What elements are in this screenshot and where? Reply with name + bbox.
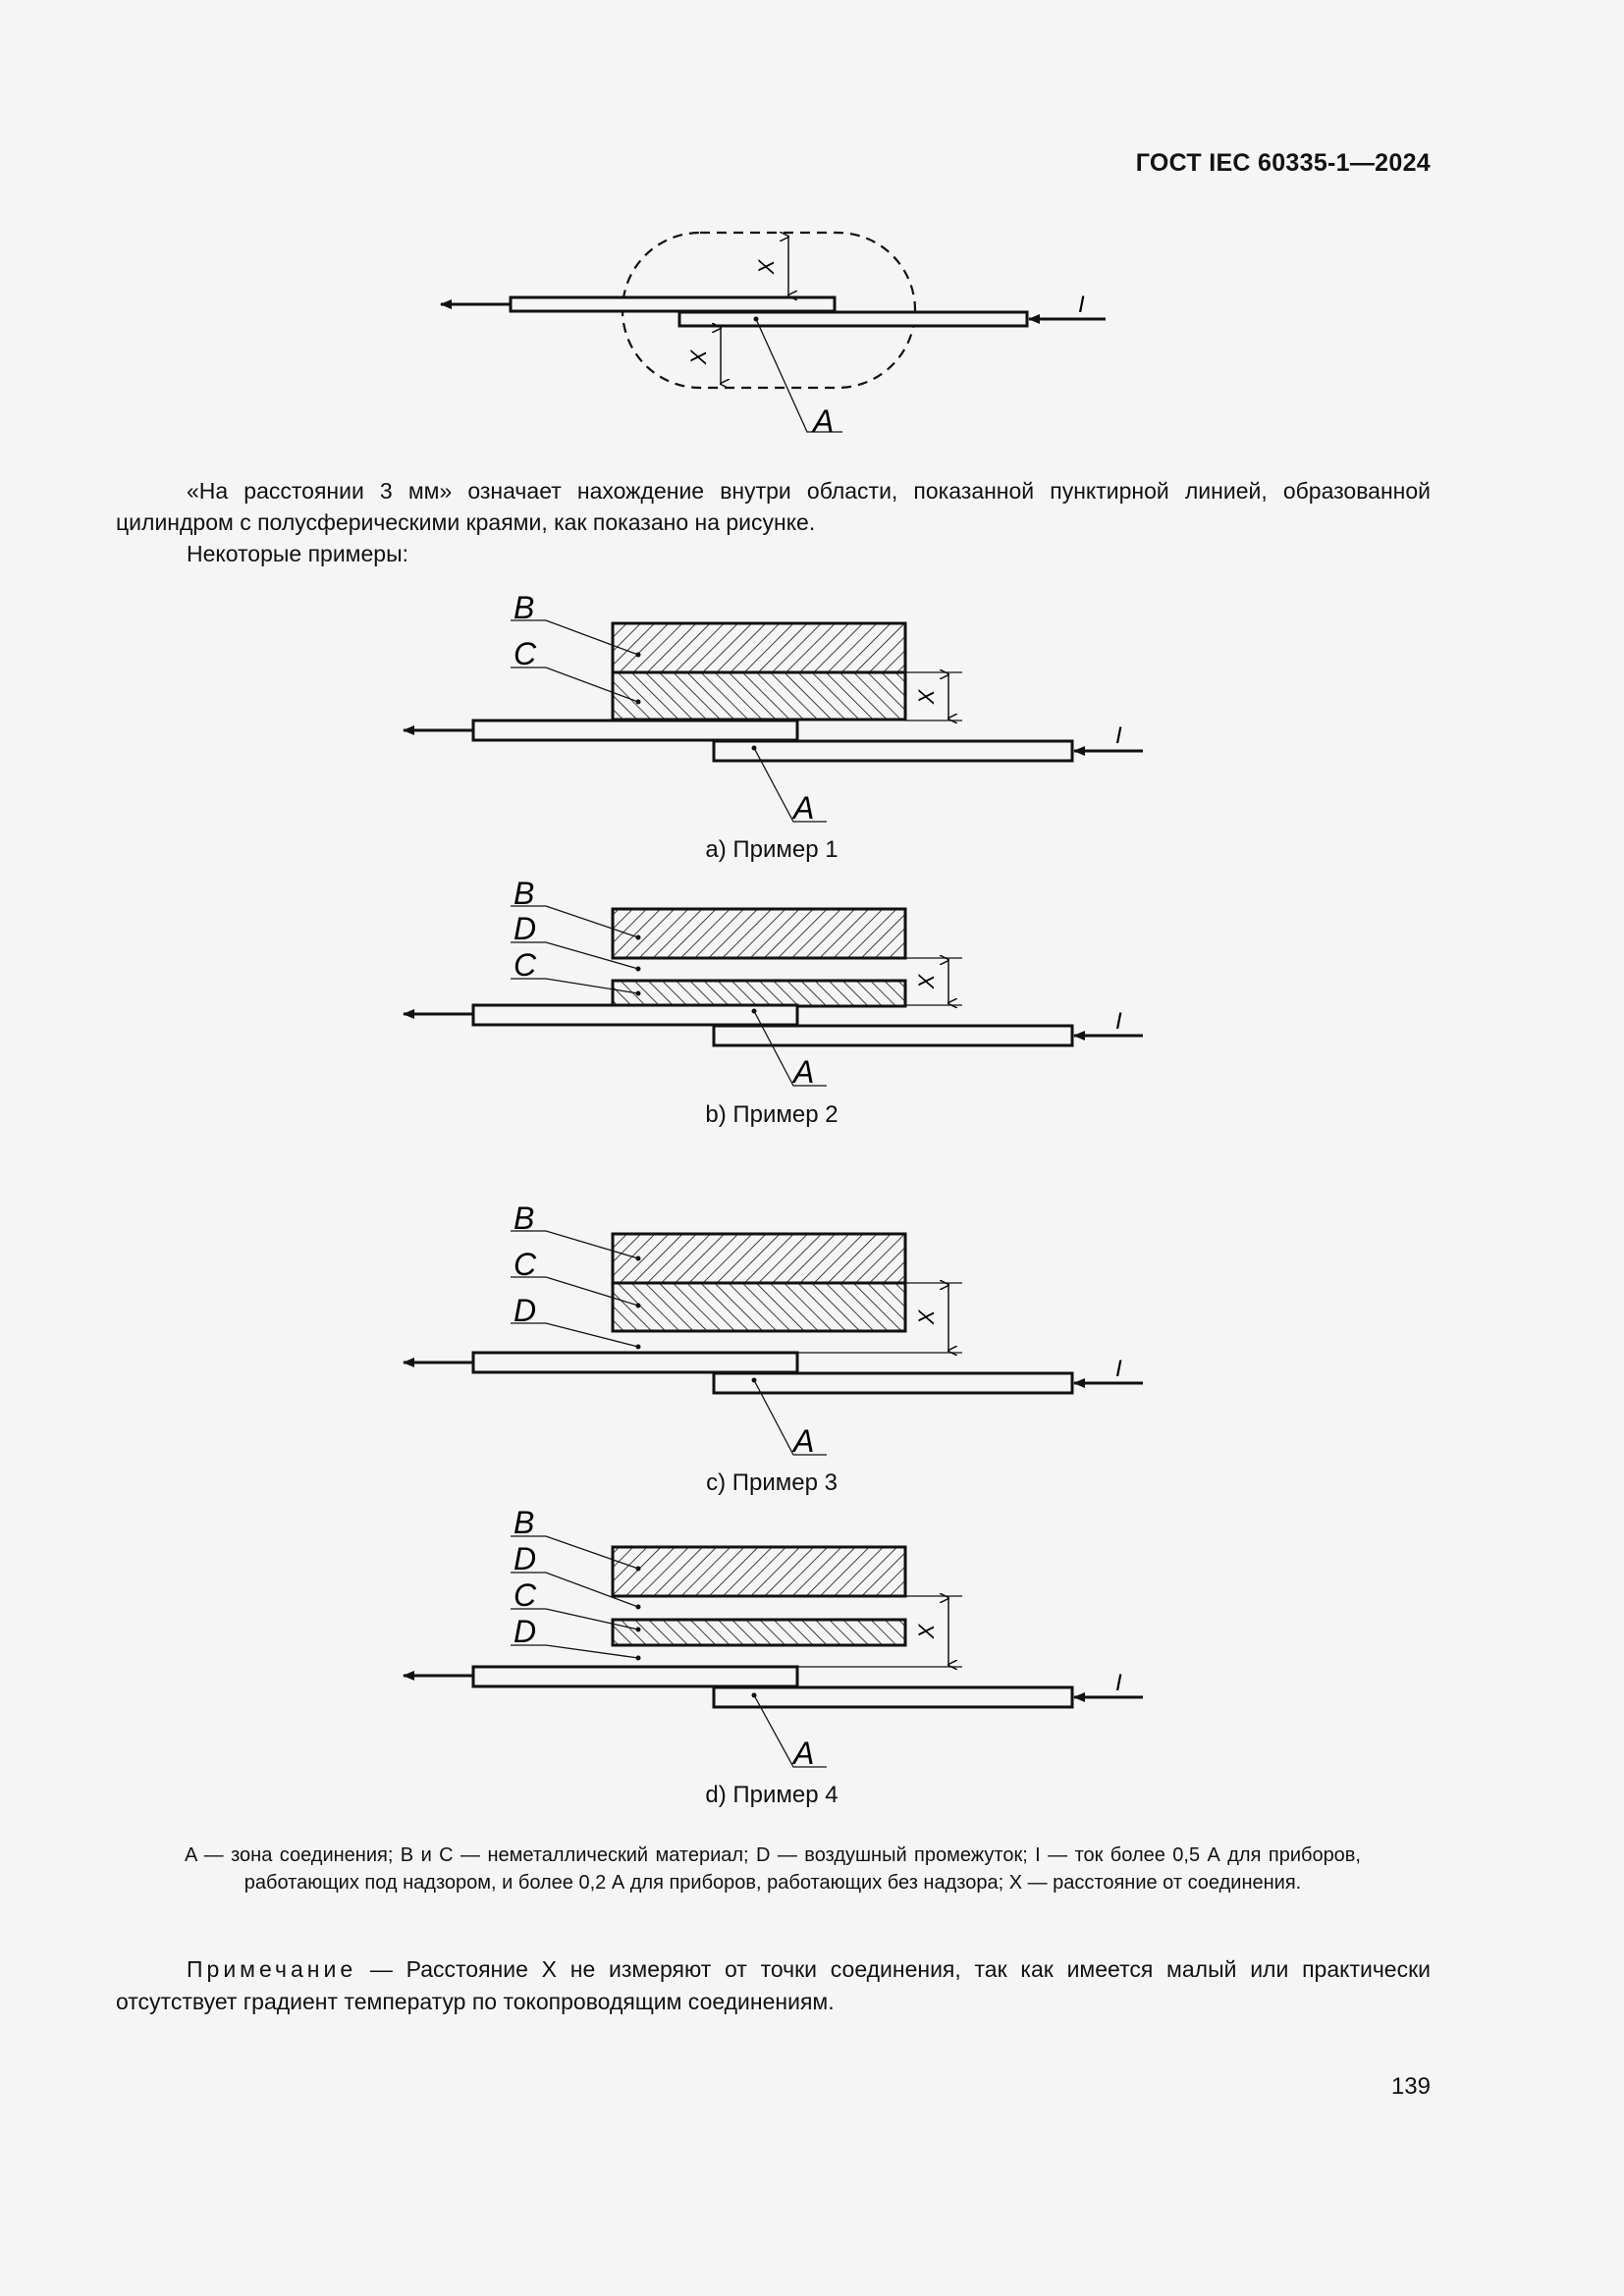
svg-text:B: B (514, 1505, 535, 1540)
svg-text:A: A (793, 1054, 815, 1090)
svg-text:I: I (1115, 1008, 1122, 1035)
svg-text:X: X (914, 1309, 939, 1325)
conductor-lower (714, 741, 1072, 761)
material-c (613, 1620, 905, 1645)
figure-top (441, 233, 1106, 439)
svg-text:D: D (514, 1541, 537, 1576)
conductor-upper (473, 1353, 797, 1372)
svg-text:X: X (914, 974, 939, 989)
svg-text:C: C (514, 947, 537, 983)
conductor-upper (511, 297, 835, 311)
page-number: 139 (1390, 2073, 1431, 2100)
conductor-lower (714, 1687, 1072, 1707)
svg-text:D: D (514, 911, 537, 946)
label-x: X (754, 259, 779, 275)
svg-text:C: C (514, 1577, 537, 1613)
svg-text:X: X (914, 689, 939, 705)
conductor-upper (473, 721, 797, 740)
svg-text:B: B (514, 590, 535, 625)
note (116, 1953, 1431, 2018)
conductor-upper (473, 1667, 797, 1686)
svg-text:I: I (1115, 1670, 1122, 1696)
svg-text:D: D (514, 1293, 537, 1328)
document-header: ГОСТ IEC 60335-1—2024 (1135, 149, 1431, 177)
svg-text:B: B (514, 1201, 535, 1236)
figure-example-1 (404, 590, 1143, 826)
material-b (613, 1547, 905, 1596)
svg-text:A: A (793, 1735, 815, 1771)
figure-example-4 (404, 1505, 1143, 1771)
figure-legend: A — зона соединения; B и C — неметаллический материал; D — воздушный промежуток; I — ток более 0,5 А для приборов, работающих под надзором, и более 0,2 А для приборов, работающих без надзора; X — расстояние от соединения. (185, 1844, 1361, 1894)
material-c (613, 672, 905, 720)
material-b (613, 1234, 905, 1283)
caption-example-4: d) Пример 4 (705, 1782, 839, 1808)
svg-text:D: D (514, 1614, 537, 1649)
material-c (613, 981, 905, 1006)
svg-text:C: C (514, 1247, 537, 1282)
svg-text:A: A (793, 790, 815, 826)
conductor-lower (679, 312, 1027, 326)
note-dash: — (356, 1956, 406, 1982)
svg-text:B: B (514, 876, 535, 911)
label-a: A (813, 403, 835, 439)
material-c (613, 1283, 905, 1331)
conductor-upper (473, 1005, 797, 1025)
label-i: I (1078, 292, 1085, 318)
svg-text:A: A (793, 1423, 815, 1459)
svg-text:X: X (914, 1624, 939, 1639)
caption-example-2: b) Пример 2 (705, 1101, 839, 1128)
label-x: X (686, 349, 711, 365)
caption-example-1: a) Пример 1 (705, 836, 839, 863)
caption-example-3: c) Пример 3 (706, 1469, 838, 1496)
svg-text:C: C (514, 636, 537, 671)
figure-example-3 (404, 1201, 1143, 1459)
note-prefix: Примечание (187, 1956, 357, 1982)
svg-text:I: I (1115, 1356, 1122, 1382)
figure-example-2 (404, 876, 1143, 1090)
paragraph-examples-intro: Некоторые примеры: (187, 541, 408, 566)
paragraph-definition: «На расстоянии 3 мм» означает нахождение внутри области, показанной пунктирной линией, образованной цилиндром с полусферическими краями, как показано на рисунке. (116, 478, 1431, 535)
conductor-lower (714, 1373, 1072, 1393)
svg-text:I: I (1115, 722, 1122, 749)
material-b (613, 623, 905, 672)
material-b (613, 909, 905, 958)
note-text: Расстояние X не измеряют от точки соединения, так как имеется малый или практически отсутствует градиент температур по токопроводящим соединениям. (116, 1956, 1432, 2014)
